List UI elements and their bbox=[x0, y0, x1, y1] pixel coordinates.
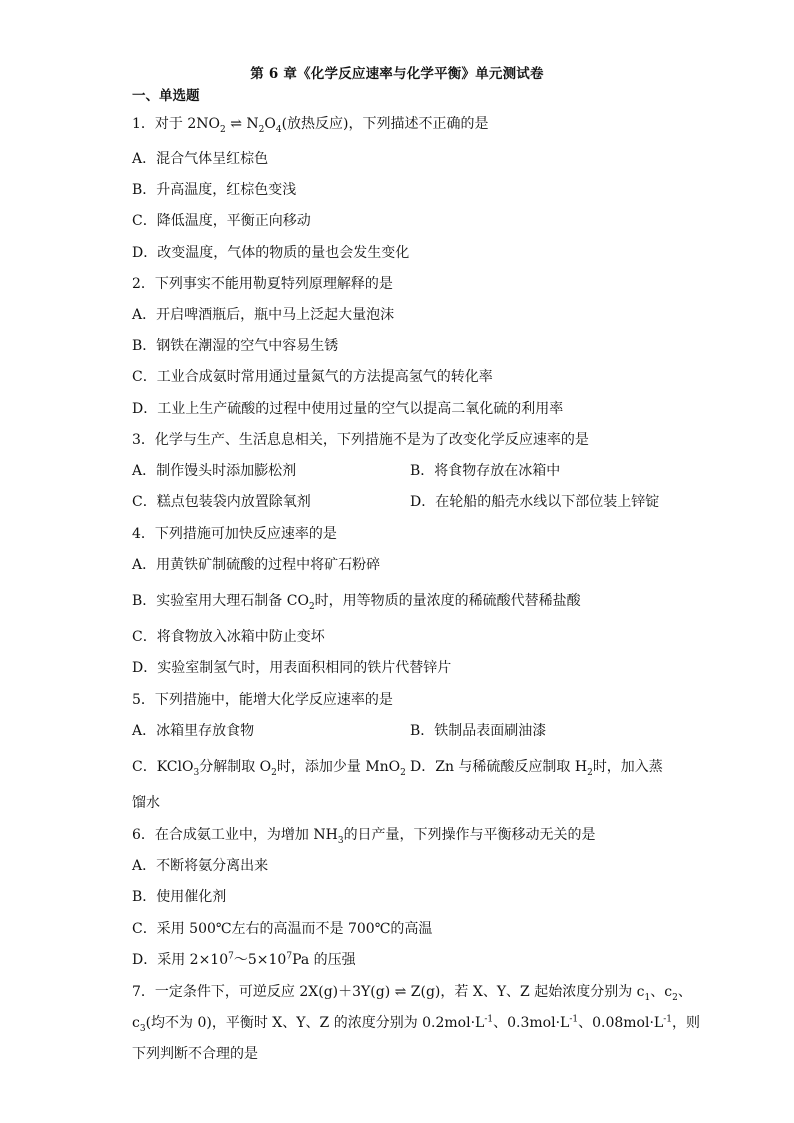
question-7-stem-line-1: 7．一定条件下，可逆反应 2X(g)＋3Y(g) ⇌ Z(g)，若 X、Y、Z 起始浓度分别为 $c_1$、$c_2$、 bbox=[132, 984, 692, 1003]
question-6-option-c: C．采用 500℃左右的高温而不是 700℃的高温 bbox=[132, 921, 433, 937]
question-3-option-b: B．将食物存放在冰箱中 bbox=[410, 463, 561, 479]
question-5-option-d-continued: 馏水 bbox=[132, 795, 160, 811]
question-4-option-d: D．实验室制氢气时，用表面积相同的铁片代替锌片 bbox=[132, 660, 452, 676]
page-title: 第 6 章《化学反应速率与化学平衡》单元测试卷 bbox=[250, 66, 544, 82]
question-2-option-b: B．钢铁在潮湿的空气中容易生锈 bbox=[132, 338, 339, 354]
question-1-option-c: C．降低温度，平衡正向移动 bbox=[132, 213, 311, 229]
question-1-option-b: B．升高温度，红棕色变浅 bbox=[132, 182, 297, 198]
question-2-option-c: C．工业合成氨时常用通过量氮气的方法提高氢气的转化率 bbox=[132, 369, 493, 385]
question-4-option-b: B．实验室用大理石制备 $CO_2$时，用等物质的量浓度的稀硫酸代替稀盐酸 bbox=[132, 593, 581, 612]
question-3-option-d: D．在轮船的船壳水线以下部位装上锌锭 bbox=[410, 494, 660, 510]
question-2-option-d: D．工业上生产硫酸的过程中使用过量的空气以提高二氧化硫的利用率 bbox=[132, 401, 564, 417]
question-6-option-b: B．使用催化剂 bbox=[132, 889, 227, 905]
question-6-option-a: A．不断将氨分离出来 bbox=[132, 858, 269, 874]
question-6-option-d: D．采用 $2\times 10^7\sim 5\times 10^7Pa$ 的压强 bbox=[132, 951, 356, 968]
question-4-option-c: C．将食物放入冰箱中防止变坏 bbox=[132, 629, 325, 645]
question-5-option-d: D．Zn 与稀硫酸反应制取 $H_2$时，加入蒸 bbox=[410, 759, 663, 778]
question-5-option-c: C．KClO$_3$分解制取 $O_2$时，添加少量 MnO$_2$ bbox=[132, 759, 406, 778]
question-7-stem-line-3: 下列判断不合理的是 bbox=[132, 1046, 258, 1062]
question-5-stem: 5．下列措施中，能增大化学反应速率的是 bbox=[132, 692, 393, 708]
question-7-stem-line-2: $c_3$(均不为 0)，平衡时 X、Y、Z 的浓度分别为 $0.2mol\cdot L^{-1}$、$0.3mol\cdot L^{-1}$、$0.08mol\cdot L^{-1}$，则 bbox=[132, 1014, 700, 1034]
question-5-option-a: A．冰箱里存放食物 bbox=[132, 723, 255, 739]
question-2-option-a: A．开启啤酒瓶后，瓶中马上泛起大量泡沫 bbox=[132, 307, 395, 323]
question-1-stem: 1．对于 $2NO_2$ ⇌ $N_2O_4$(放热反应)，下列描述不正确的是 bbox=[132, 116, 489, 135]
question-3-option-a: A．制作馒头时添加膨松剂 bbox=[132, 463, 297, 479]
question-6-stem: 6．在合成氨工业中，为增加 $NH_3$的日产量，下列操作与平衡移动无关的是 bbox=[132, 827, 596, 846]
question-4-option-a: A．用黄铁矿制硫酸的过程中将矿石粉碎 bbox=[132, 557, 381, 573]
question-2-stem: 2．下列事实不能用勒夏特列原理解释的是 bbox=[132, 276, 393, 292]
question-1-option-a: A．混合气体呈红棕色 bbox=[132, 151, 269, 167]
question-4-stem: 4．下列措施可加快反应速率的是 bbox=[132, 526, 337, 542]
section-heading: 一、单选题 bbox=[132, 88, 200, 104]
question-3-stem: 3．化学与生产、生活息息相关，下列措施不是为了改变化学反应速率的是 bbox=[132, 432, 589, 448]
question-1-option-d: D．改变温度，气体的物质的量也会发生变化 bbox=[132, 245, 410, 261]
question-3-option-c: C．糕点包装袋内放置除氧剂 bbox=[132, 494, 311, 510]
question-5-option-b: B．铁制品表面刷油漆 bbox=[410, 723, 547, 739]
